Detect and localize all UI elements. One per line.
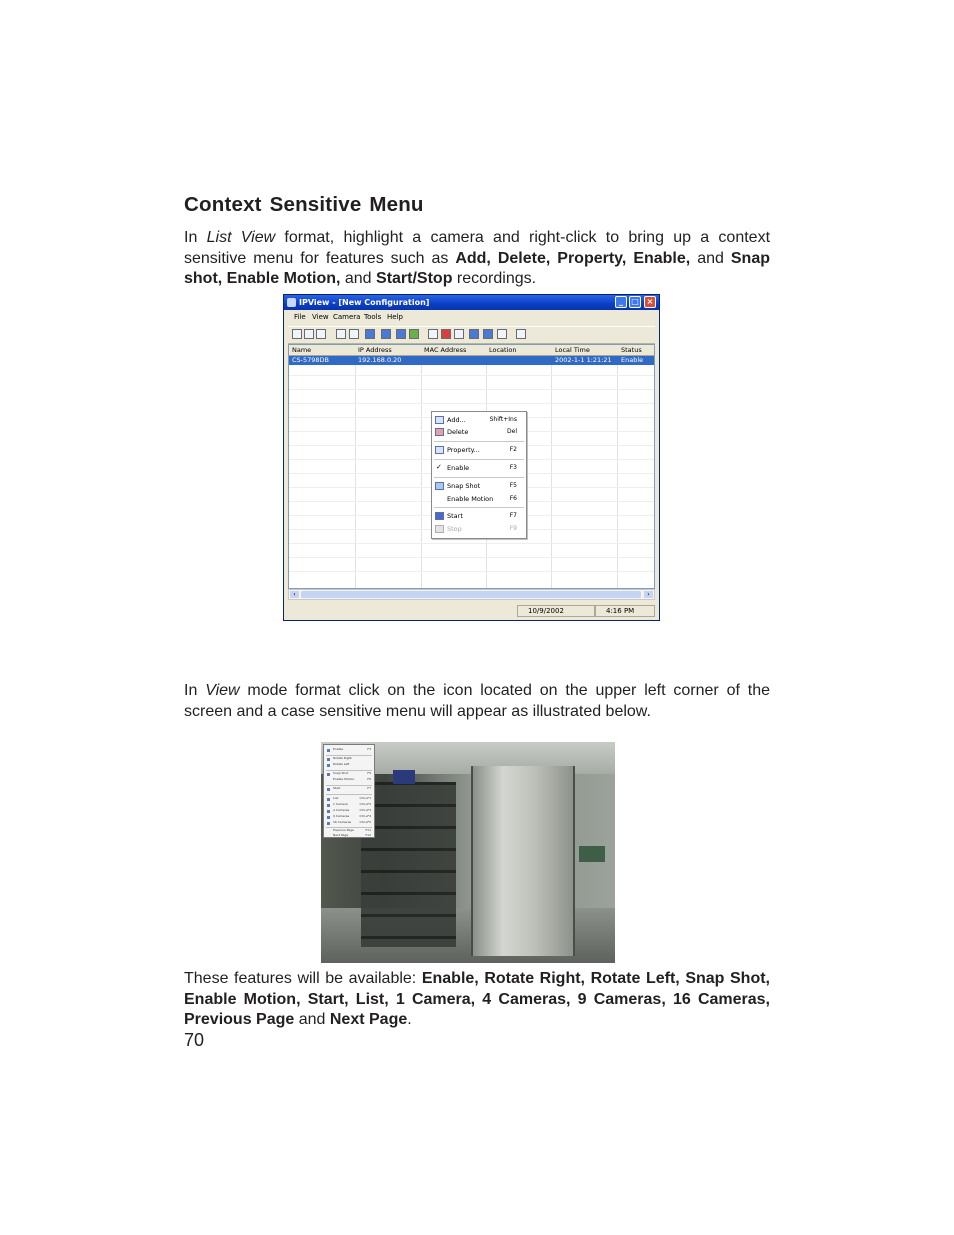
menu-bar [284,312,659,324]
menu-item-shortcut: Ctrl+F5 [359,820,371,824]
delete-camera-icon [435,428,444,436]
list-view-icon [327,798,330,801]
menu-item-shortcut: F5 [509,482,517,489]
menu-item-label: Enable [447,464,470,472]
add-camera-icon[interactable] [428,329,438,339]
text: In [184,229,207,246]
camera-local-time: 2002-1-1 1:21:21 [555,356,612,364]
start-icon [435,512,444,520]
snapshot-icon[interactable] [469,329,479,339]
maximize-button[interactable]: □ [629,296,641,308]
text: mode format click on the icon located on the upper left corner of the screen and a case sensitive menu will appear as illustrated below. [184,682,770,720]
camera-status: Enable [621,356,644,364]
menu-file[interactable]: File [294,313,306,321]
snapshot-icon [435,482,444,490]
menu-item-start[interactable] [432,511,526,522]
menu-item-label: Next Page [333,833,349,837]
scroll-thumb[interactable] [301,591,641,598]
refresh-icon[interactable] [409,329,419,339]
open-icon[interactable] [304,329,314,339]
menu-item-shortcut: Ctrl+F4 [359,814,371,818]
log-icon[interactable] [516,329,526,339]
four-cameras-icon [327,810,330,813]
status-date: 10/9/2002 [517,605,595,617]
grid-line [289,543,654,544]
menu-help[interactable]: Help [387,313,403,321]
text: format, highlight a camera and right-click to bring up a context sensitive menu for features such as [184,229,771,267]
menu-item-shortcut: F12 [365,833,371,837]
text-bold: Add, Delete, Property, Enable, [455,249,691,267]
sixteen-cameras-icon [327,822,330,825]
menu-item-shortcut: F6 [509,495,517,502]
menu-item-next-page[interactable] [324,834,374,839]
scroll-right-icon[interactable]: › [644,591,653,598]
toolbar [288,326,655,344]
menu-item-label: Rotate Left [333,762,350,766]
column-header-name[interactable]: Name [292,346,312,354]
sixteen-cameras-icon[interactable] [396,329,406,339]
context-menu [431,411,527,539]
text-bold: Next Page [329,1011,408,1029]
snapshot-icon [327,773,330,776]
menu-item-enable[interactable] [324,748,374,753]
menu-item-shortcut: F3 [509,464,517,471]
menu-item-label: Rotate Right [333,756,352,760]
menu-separator [434,441,524,442]
menu-item-stop[interactable] [432,524,526,535]
check-icon [327,749,330,752]
app-icon[interactable] [287,298,296,307]
text: and [294,1011,330,1029]
menu-item-label: List [333,796,339,800]
menu-item-shortcut: Ctrl+F1 [359,796,371,800]
text: These features will be available: [184,970,422,987]
nine-cameras-icon [327,816,330,819]
text: recordings. [452,270,537,288]
menu-camera[interactable]: Camera [333,313,361,321]
menu-item-shortcut: F9 [509,525,517,532]
list-view-icon[interactable] [336,329,346,339]
column-header-ip[interactable]: IP Address [358,346,392,354]
table-row[interactable] [289,356,654,365]
grid-line [289,557,654,558]
menu-item-label: Start [447,512,463,520]
menu-item-shortcut: Shift+Ins [489,416,517,423]
menu-item-label: 4 Cameras [333,808,350,812]
stop-icon[interactable] [497,329,507,339]
menu-item-label: Enable [333,747,344,751]
paragraph-list-view [184,228,770,290]
window-title: IPView - [New Configuration] [299,298,430,307]
grid-line [289,375,654,376]
menu-item-label: Snap Shot [333,771,349,775]
menu-separator [434,459,524,460]
menu-item-shortcut: F2 [509,446,517,453]
menu-item-label: Start [333,786,341,790]
text-italic: List View [206,229,276,246]
menu-item-label: Add... [447,416,466,424]
menu-view[interactable]: View [312,313,329,321]
menu-item-enable-motion[interactable] [432,494,526,505]
menu-item-enable[interactable] [432,463,526,474]
menu-item-16-cameras[interactable] [324,821,374,826]
menu-item-delete[interactable] [432,427,526,438]
grid-line [289,389,654,390]
save-icon[interactable] [316,329,326,339]
nine-cameras-icon[interactable] [381,329,391,339]
menu-item-shortcut: Ctrl+F2 [359,802,371,806]
grid-line [617,345,618,588]
menu-item-property[interactable] [432,445,526,456]
rotate-left-icon [327,764,330,767]
one-camera-icon[interactable] [349,329,359,339]
camera-scene [471,766,575,956]
list-header [289,345,654,356]
camera-name: CS-5798DB [292,356,330,364]
title-bar [284,295,659,310]
menu-item-label: Delete [447,428,469,436]
text-italic: View [205,682,240,699]
status-time: 4:16 PM [595,605,655,617]
menu-item-label: Enable Motion [447,495,494,503]
horizontal-scrollbar[interactable] [288,589,655,600]
grid-line [551,345,552,588]
stop-icon [435,525,444,533]
grid-line [289,571,654,572]
camera-list [288,344,655,589]
text: In [184,682,206,699]
text-bold: Snap shot, Enable Motion, [184,249,770,288]
text: and [340,270,377,288]
text: and [690,249,731,267]
menu-item-label: 9 Cameras [333,814,350,818]
column-header-mac[interactable]: MAC Address [424,346,467,354]
property-icon[interactable] [454,329,464,339]
camera-ip: 192.168.0.20 [358,356,402,364]
add-camera-icon [435,416,444,424]
menu-item-label: 1 Camera [333,802,348,806]
grid-line [289,403,654,404]
menu-item-shortcut: F7 [367,786,371,790]
menu-item-shortcut: F3 [367,747,371,751]
camera-view-image [321,742,615,963]
camera-scene [393,770,415,784]
one-camera-icon [327,804,330,807]
menu-item-start[interactable] [324,787,374,792]
camera-scene [361,782,456,947]
text-bold: Enable, Rotate Right, Rotate Left, Snap Shot, Enable Motion, Start, List, 1 Camera, 4 Cameras, 9 Cameras, 16 Cameras, Previous Page [184,970,771,1029]
menu-item-enable-motion[interactable] [324,778,374,783]
view-context-menu [323,744,375,838]
menu-item-shortcut: Del [507,428,517,435]
menu-separator [434,477,524,478]
menu-item-shortcut: Ctrl+F3 [359,808,371,812]
menu-tools[interactable]: Tools [364,313,382,321]
new-icon[interactable] [292,329,302,339]
property-icon [435,446,444,454]
menu-item-label: Property... [447,446,480,454]
page-number: 70 [184,1030,205,1050]
minimize-button[interactable]: _ [615,296,627,308]
delete-camera-icon[interactable] [441,329,451,339]
close-button[interactable]: × [644,296,656,308]
column-header-status[interactable]: Status [621,346,642,354]
scroll-left-icon[interactable]: ‹ [290,591,299,598]
start-icon [327,788,330,791]
menu-item-shortcut: F7 [509,512,517,519]
camera-scene [579,846,605,862]
start-icon[interactable] [483,329,493,339]
paragraph-features [184,969,770,1031]
four-cameras-icon[interactable] [365,329,375,339]
menu-item-label: 16 Cameras [333,820,352,824]
column-header-local-time[interactable]: Local Time [555,346,590,354]
section-heading: Context Sensitive Menu [184,193,424,216]
menu-item-label: Snap Shot [447,482,481,490]
ipview-window [283,294,660,621]
check-icon: ✓ [436,463,442,471]
text: . [407,1011,412,1029]
menu-item-label: Stop [447,525,462,533]
menu-item-rotate-left[interactable] [324,763,374,768]
menu-item-shortcut: F5 [367,771,371,775]
menu-item-shortcut: F6 [367,777,371,781]
status-bar [284,603,659,620]
rotate-right-icon [327,758,330,761]
menu-separator [434,507,524,508]
menu-item-shortcut: F11 [365,828,371,832]
menu-item-add[interactable] [432,415,526,426]
menu-item-snap-shot[interactable] [432,481,526,492]
text-bold: Start/Stop [376,270,453,288]
paragraph-view-mode [184,681,770,722]
grid-line [355,345,356,588]
menu-item-label: Enable Motion [333,777,355,781]
grid-line [421,345,422,588]
menu-separator [326,794,372,795]
menu-item-label: Previous Page [333,828,354,832]
column-header-location[interactable]: Location [489,346,517,354]
